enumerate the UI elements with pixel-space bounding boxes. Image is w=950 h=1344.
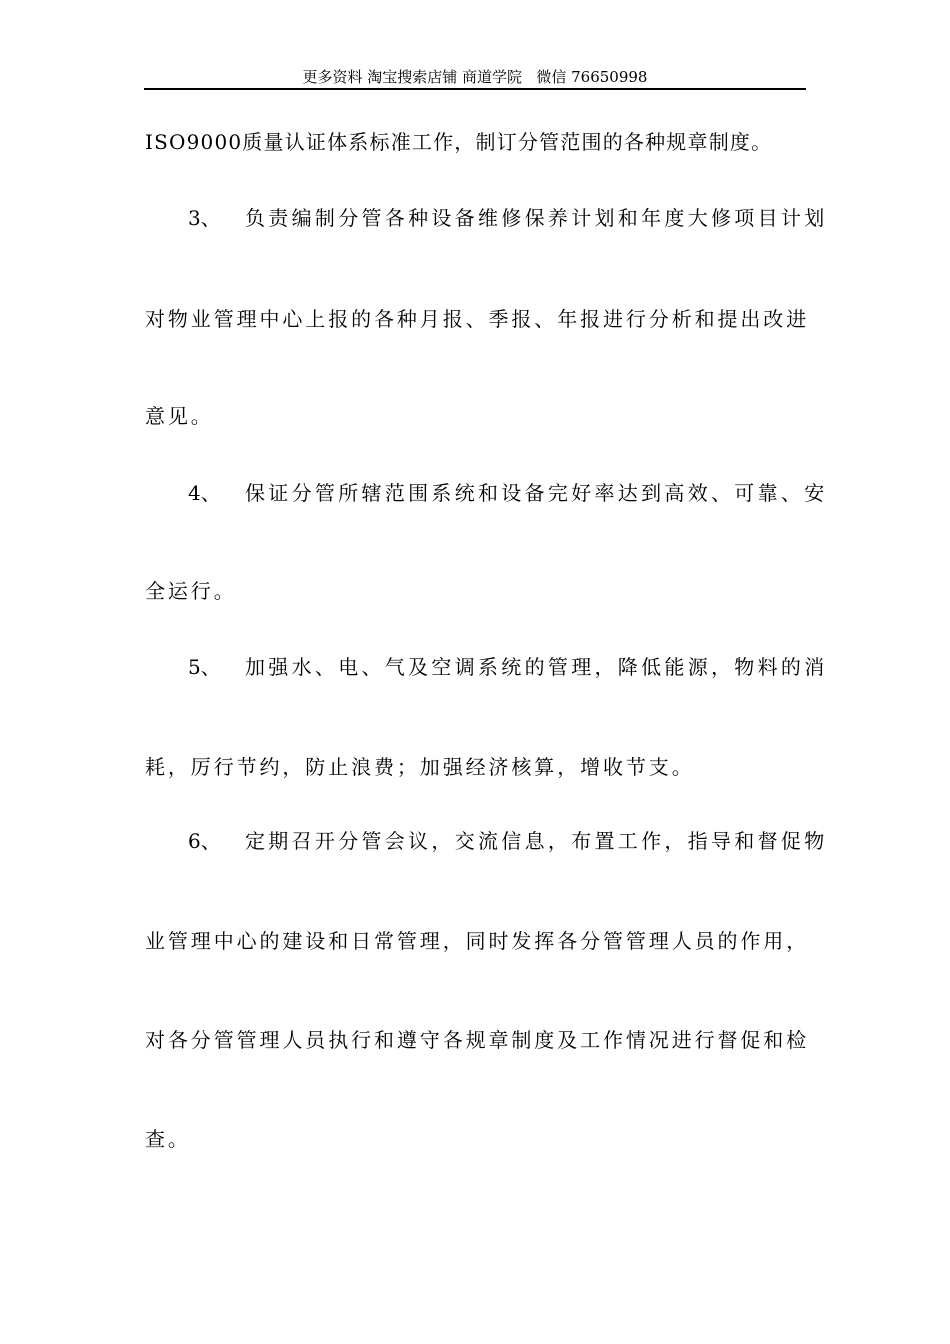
item-number-3: 3、	[188, 206, 221, 230]
page-header: 更多资料 淘宝搜索店铺 商道学院 微信 76650998	[144, 66, 806, 90]
item-6-line-2: 业管理中心的建设和日常管理，同时发挥各分管管理人员的作用，	[145, 929, 810, 953]
item-6-line-4: 查。	[145, 1127, 191, 1151]
item-4-line-2: 全运行。	[145, 579, 237, 603]
paragraph-continuation-line: ISO9000质量认证体系标准工作，制订分管范围的各种规章制度。	[145, 130, 773, 154]
item-number-4: 4、	[188, 481, 221, 505]
item-5-line-1: 加强水、电、气及空调系统的管理，降低能源，物料的消	[245, 655, 828, 679]
item-number-6: 6、	[188, 829, 221, 853]
item-number-5: 5、	[188, 655, 221, 679]
item-5-line-2: 耗，厉行节约，防止浪费；加强经济核算，增收节支。	[145, 755, 695, 779]
item-6-line-1: 定期召开分管会议，交流信息，布置工作，指导和督促物	[245, 829, 828, 853]
item-3-line-1: 负责编制分管各种设备维修保养计划和年度大修项目计划	[245, 206, 828, 230]
item-6-line-3: 对各分管管理人员执行和遵守各规章制度及工作情况进行督促和检	[145, 1028, 810, 1052]
item-4-line-1: 保证分管所辖范围系统和设备完好率达到高效、可靠、安	[245, 481, 828, 505]
item-3-line-2: 对物业管理中心上报的各种月报、季报、年报进行分析和提出改进	[145, 307, 810, 331]
item-3-line-3: 意见。	[145, 404, 214, 428]
